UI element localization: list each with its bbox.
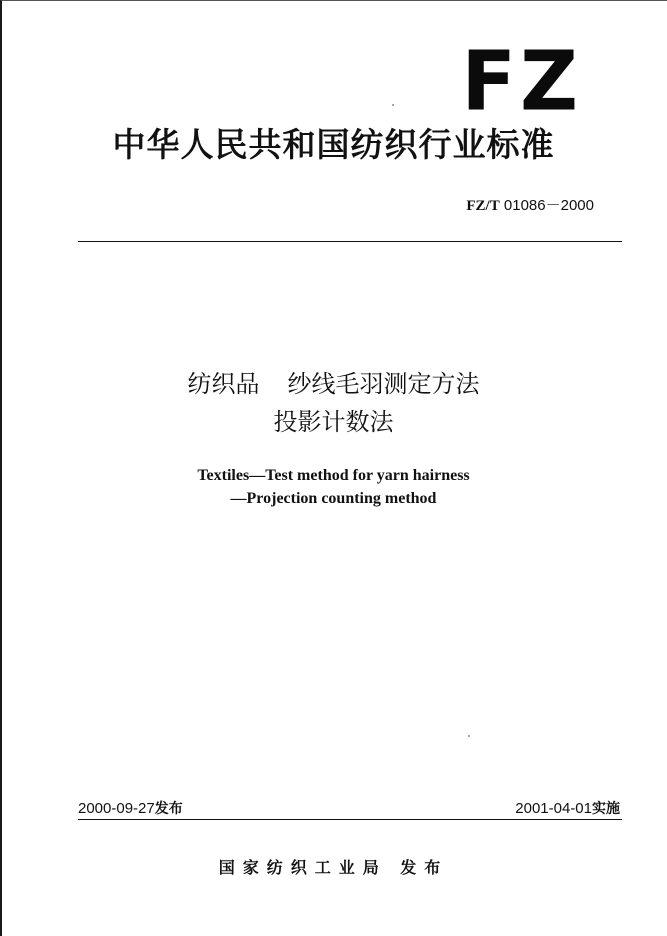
issue-date: [78, 798, 183, 818]
effective-date: [515, 798, 620, 818]
chinese-title-line1: [0, 365, 667, 403]
organization-title: 中华人民共和国纺织行业标准: [112, 125, 555, 164]
effective-date-value: 2001-04-01: [515, 800, 592, 817]
bottom-divider: [78, 819, 622, 820]
english-title: [0, 464, 667, 510]
chinese-title-part1: 纺织品: [187, 370, 260, 398]
issue-date-label: 发布: [154, 801, 183, 817]
english-title-line2: —Projection counting method: [230, 490, 437, 507]
top-divider: [78, 241, 622, 242]
chinese-title: [0, 365, 667, 441]
english-title-line1: Textiles—Test method for yarn hairness: [197, 467, 470, 484]
issue-date-value: 2000-09-27: [78, 800, 155, 817]
chinese-title-line2: 投影计数法: [273, 408, 394, 436]
standard-prefix: FZ/T: [466, 198, 500, 214]
chinese-title-part2: 纱线毛羽测定方法: [287, 370, 480, 398]
standard-code: 01086－2000: [503, 197, 594, 214]
publisher: 国家纺织工业局 发布: [218, 858, 449, 877]
scan-speck: [468, 735, 470, 737]
effective-date-label: 实施: [592, 801, 620, 817]
standard-number: [466, 194, 594, 215]
scan-speck: [392, 104, 394, 106]
fz-logo: FZ: [461, 34, 582, 129]
